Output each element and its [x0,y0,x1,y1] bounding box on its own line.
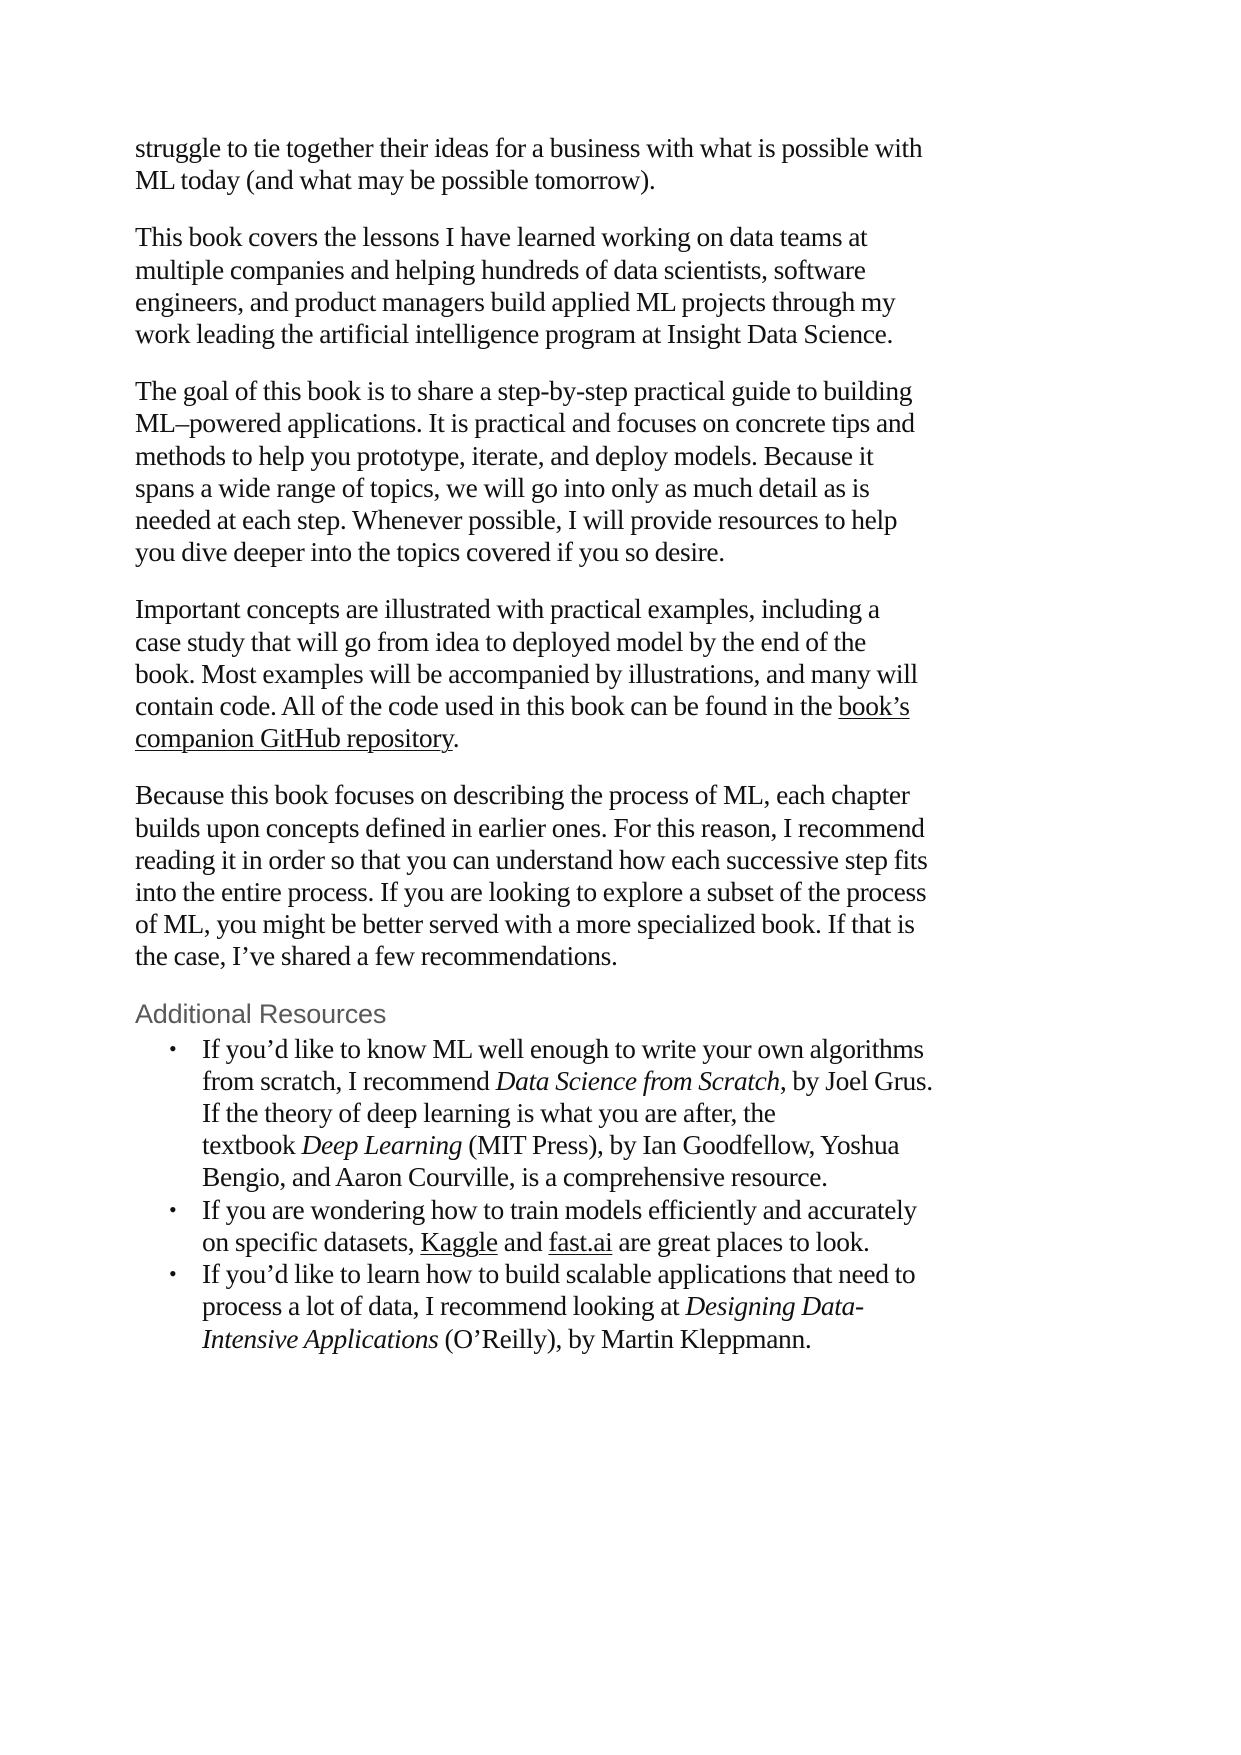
paragraph-reading-order [135,779,980,972]
text-fragment: process a lot of data, I recommend looking at [202,1290,686,1322]
text-line [202,1323,980,1355]
text-line: reading it in order so that you can understand how each successive step fits [135,843,928,875]
text-fragment: on specific datasets, [202,1225,421,1257]
paragraph-concepts [135,593,980,754]
bullet-icon: • [169,1035,177,1061]
list-item-data-intensive [135,1258,980,1355]
text-line: ML today (and what may be possible tomorrow). [135,164,656,196]
text-line [202,1290,980,1322]
text-line: ML–powered applications. It is practical and focuses on concrete tips and [135,407,915,439]
text-line: If you are wondering how to train models efficiently and accurately [202,1193,917,1225]
text-line: case study that will go from idea to deployed model by the end of the [135,625,867,657]
list-item-kaggle-fastai [135,1194,980,1258]
github-repository-link[interactable] [838,690,909,721]
text-line: The goal of this book is to share a step-by-step practical guide to building [135,375,913,407]
text-fragment: textbook [202,1129,302,1161]
text-fragment: , by Joel Grus. [779,1064,933,1096]
text-line: spans a wide range of topics, we will go into only as much detail as is [135,471,870,503]
text-line [202,1226,980,1258]
resources-list [135,1033,980,1355]
link-text[interactable]: book’s [838,690,910,722]
text-line: of ML, you might be better served with a more specialized book. If that is [135,908,915,940]
text-line: needed at each step. Whenever possible, I will provide resources to help [135,504,898,536]
paragraph-lessons [135,221,980,350]
text-line: into the entire process. If you are looking to explore a subset of the process [135,876,927,908]
text-fragment: (MIT Press), by Ian Goodfellow, Yoshua [462,1129,900,1161]
text-line: Important concepts are illustrated with practical examples, including a [135,593,880,625]
text-line [135,690,980,722]
github-repository-link-continued[interactable]: companion GitHub repository [135,722,453,754]
text-line [202,1065,980,1097]
text-fragment: are great places to look. [612,1225,870,1257]
text-line: book. Most examples will be accompanied by illustrations, and many will [135,657,918,689]
text-line: you dive deeper into the topics covered if you so desire. [135,536,725,568]
text-line: work leading the artificial intelligence program at Insight Data Science. [135,318,893,350]
text-line: This book covers the lessons I have learned working on data teams at [135,221,868,253]
paragraph-intro-continuation [135,132,980,196]
book-page [135,132,980,1355]
text-line: Because this book focuses on describing the process of ML, each chapter [135,779,910,811]
text-fragment: (O’Reilly), by Martin Kleppmann. [438,1322,812,1354]
text-line: If you’d like to know ML well enough to write your own algorithms [202,1032,924,1064]
text-line: engineers, and product managers build applied ML projects through my [135,285,896,317]
fastai-link[interactable]: fast.ai [548,1225,613,1257]
section-heading-additional-resources: Additional Resources [135,998,387,1029]
book-title: Deep Learning [301,1129,463,1161]
text-line [135,722,980,754]
text-line: the case, I’ve shared a few recommendations. [135,940,618,972]
text-line: builds upon concepts defined in earlier ones. For this reason, I recommend [135,811,925,843]
paragraph-goal [135,375,980,568]
text-line: Bengio, and Aaron Courville, is a comprehensive resource. [202,1161,828,1193]
kaggle-link[interactable]: Kaggle [420,1225,498,1257]
list-item-scratch-and-deep-learning [135,1033,980,1194]
text-line: If you’d like to learn how to build scalable applications that need to [202,1258,916,1290]
text-fragment: and [497,1225,549,1257]
text-line: If the theory of deep learning is what you are after, the [202,1097,776,1129]
bullet-icon: • [169,1196,177,1222]
bullet-icon: • [169,1261,177,1287]
text-line [202,1129,980,1161]
book-title: Intensive Applications [202,1322,439,1354]
book-title: Data Science from Scratch [495,1064,780,1096]
text-line: multiple companies and helping hundreds of data scientists, software [135,253,866,285]
text-fragment: from scratch, I recommend [202,1064,496,1096]
text-fragment: contain code. All of the code used in this book can be found in the [135,690,839,722]
text-line: struggle to tie together their ideas for a business with what is possible with [135,132,923,163]
text-fragment: . [452,722,460,754]
text-line: methods to help you prototype, iterate, and deploy models. Because it [135,439,874,471]
book-title: Designing Data- [685,1290,864,1322]
